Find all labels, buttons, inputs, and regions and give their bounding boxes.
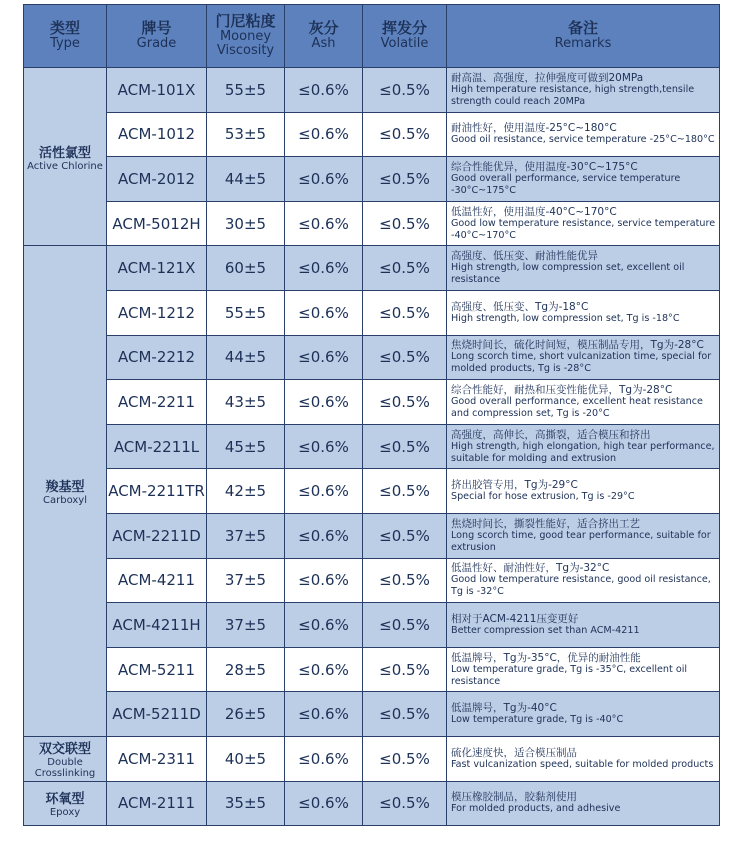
volatile-cell: ≤0.5% <box>363 246 447 291</box>
remark-cell <box>447 201 720 246</box>
remark-en: Long scorch time, good tear performance, suitable for extrusion <box>451 529 711 553</box>
volatile-cell: ≤0.5% <box>363 112 447 157</box>
ash-cell: ≤0.6% <box>285 246 363 291</box>
remark-zh: 高强度，高伸长，高撕裂，适合模压和挤出 <box>451 428 651 441</box>
ash-cell: ≤0.6% <box>285 201 363 246</box>
remark-zh: 耐高温、高强度，拉伸强度可做到20MPa <box>451 71 644 84</box>
ash-cell: ≤0.6% <box>285 781 363 826</box>
volatile-cell: ≤0.5% <box>363 736 447 781</box>
ash-cell: ≤0.6% <box>285 603 363 648</box>
grade-cell: ACM-4211 <box>107 558 207 603</box>
remark-cell <box>447 157 720 202</box>
remark-cell <box>447 424 720 469</box>
ash-cell: ≤0.6% <box>285 647 363 692</box>
table-row <box>24 469 720 514</box>
mooney-cell: 44±5 <box>207 335 285 380</box>
remark-cell <box>447 469 720 514</box>
ash-cell: ≤0.6% <box>285 692 363 737</box>
grade-cell: ACM-101X <box>107 68 207 113</box>
remark-cell <box>447 68 720 113</box>
volatile-cell: ≤0.5% <box>363 335 447 380</box>
remark-en: High strength, high elongation, high tear performance, suitable for molding and extrusion <box>451 440 715 464</box>
table-row <box>24 558 720 603</box>
remark-cell <box>447 692 720 737</box>
ash-cell: ≤0.6% <box>285 335 363 380</box>
type-cell <box>24 68 107 246</box>
grade-cell: ACM-2212 <box>107 335 207 380</box>
mooney-cell: 53±5 <box>207 112 285 157</box>
header-volatile <box>363 5 447 68</box>
volatile-cell: ≤0.5% <box>363 647 447 692</box>
table-row <box>24 736 720 781</box>
remark-en: High strength, low compression set, Tg is -18°C <box>451 312 680 324</box>
remark-zh: 模压橡胶制品，胶黏剂使用 <box>451 791 577 804</box>
table-row <box>24 68 720 113</box>
remark-zh: 高强度、低压变、Tg为-18°C <box>451 300 589 313</box>
grade-cell: ACM-121X <box>107 246 207 291</box>
remark-cell <box>447 736 720 781</box>
volatile-cell: ≤0.5% <box>363 201 447 246</box>
header-mooney <box>207 5 285 68</box>
remark-cell <box>447 781 720 826</box>
type-zh: 环氧型 <box>45 792 85 808</box>
remark-cell <box>447 290 720 335</box>
remark-zh: 高强度、低压变、耐油性能优异 <box>451 250 598 263</box>
remark-zh: 焦烧时间长，撕裂性能好，适合挤出工艺 <box>451 517 640 530</box>
remark-cell <box>447 246 720 291</box>
header-mooney-en1: Mooney <box>219 29 272 45</box>
mooney-cell: 45±5 <box>207 424 285 469</box>
type-en: Active Chlorine <box>27 160 103 172</box>
volatile-cell: ≤0.5% <box>363 603 447 648</box>
table-row <box>24 647 720 692</box>
remark-zh: 低温性好，使用温度-40°C~170°C <box>451 205 617 218</box>
remark-cell <box>447 603 720 648</box>
header-type-en: Type <box>50 36 80 52</box>
remark-zh: 焦烧时间长，硫化时间短，模压制品专用，Tg为-28°C <box>451 339 704 352</box>
table-row <box>24 246 720 291</box>
volatile-cell: ≤0.5% <box>363 469 447 514</box>
remark-cell <box>447 335 720 380</box>
mooney-cell: 37±5 <box>207 558 285 603</box>
grade-cell: ACM-2211D <box>107 513 207 558</box>
mooney-cell: 44±5 <box>207 157 285 202</box>
header-grade-zh: 牌号 <box>141 19 172 38</box>
remark-en: Low temperature grade, Tg is -35°C, excellent oil resistance <box>451 663 688 687</box>
header-row <box>24 5 720 68</box>
mooney-cell: 55±5 <box>207 290 285 335</box>
remark-zh: 低温牌号，Tg为-35°C，优异的耐油性能 <box>451 651 641 664</box>
volatile-cell: ≤0.5% <box>363 424 447 469</box>
ash-cell: ≤0.6% <box>285 424 363 469</box>
header-remarks-zh: 备注 <box>567 19 598 38</box>
remark-cell <box>447 558 720 603</box>
header-ash-zh: 灰分 <box>308 19 339 38</box>
ash-cell: ≤0.6% <box>285 68 363 113</box>
header-ash <box>285 5 363 68</box>
header-remarks <box>447 5 720 68</box>
volatile-cell: ≤0.5% <box>363 290 447 335</box>
grade-cell: ACM-5211 <box>107 647 207 692</box>
remark-en: Good low temperature resistance, service temperature -40°C~170°C <box>451 217 716 241</box>
grade-cell: ACM-5211D <box>107 692 207 737</box>
volatile-cell: ≤0.5% <box>363 380 447 425</box>
grade-cell: ACM-2211L <box>107 424 207 469</box>
type-cell <box>24 736 107 781</box>
grade-table <box>23 4 720 826</box>
mooney-cell: 60±5 <box>207 246 285 291</box>
remark-cell <box>447 380 720 425</box>
header-type-zh: 类型 <box>49 19 80 38</box>
mooney-cell: 42±5 <box>207 469 285 514</box>
grade-cell: ACM-5012H <box>107 201 207 246</box>
mooney-cell: 43±5 <box>207 380 285 425</box>
ash-cell: ≤0.6% <box>285 290 363 335</box>
ash-cell: ≤0.6% <box>285 157 363 202</box>
ash-cell: ≤0.6% <box>285 380 363 425</box>
remark-zh: 挤出胶管专用，Tg为-29°C <box>451 479 578 492</box>
table-row <box>24 603 720 648</box>
header-mooney-zh: 门尼粘度 <box>215 12 276 31</box>
grade-cell: ACM-1012 <box>107 112 207 157</box>
header-remarks-en: Remarks <box>554 36 612 52</box>
table-row <box>24 157 720 202</box>
table-row <box>24 692 720 737</box>
grade-cell: ACM-2211TR <box>107 469 207 514</box>
table-body <box>24 68 720 826</box>
table-row <box>24 781 720 826</box>
mooney-cell: 37±5 <box>207 513 285 558</box>
volatile-cell: ≤0.5% <box>363 692 447 737</box>
remark-en: Good low temperature resistance, good oil resistance, Tg is -32°C <box>451 574 711 598</box>
remark-en: Special for hose extrusion, Tg is -29°C <box>451 491 635 503</box>
ash-cell: ≤0.6% <box>285 469 363 514</box>
header-grade <box>107 5 207 68</box>
type-zh: 羧基型 <box>45 480 85 496</box>
type-zh: 双交联型 <box>38 742 91 758</box>
table-row <box>24 290 720 335</box>
remark-zh: 耐油性好，使用温度-25°C~180°C <box>451 122 617 135</box>
table-row <box>24 513 720 558</box>
type-cell <box>24 246 107 737</box>
header-volatile-en: Volatile <box>380 36 429 52</box>
remark-zh: 硫化速度快，适合模压制品 <box>451 746 577 759</box>
type-zh: 活性氯型 <box>38 145 91 161</box>
mooney-cell: 40±5 <box>207 736 285 781</box>
remark-cell <box>447 112 720 157</box>
remark-en: Good overall performance, service temperature -30°C~175°C <box>451 172 681 196</box>
remark-cell <box>447 647 720 692</box>
table-row <box>24 380 720 425</box>
remark-en: Good overall performance, excellent heat resistance and compression set, Tg is -20°C <box>451 395 703 419</box>
header-type <box>24 5 107 68</box>
ash-cell: ≤0.6% <box>285 558 363 603</box>
mooney-cell: 37±5 <box>207 603 285 648</box>
remark-en: For molded products, and adhesive <box>451 803 621 815</box>
type-en: Carboxyl <box>43 495 87 507</box>
grade-cell: ACM-4211H <box>107 603 207 648</box>
grade-cell: ACM-2211 <box>107 380 207 425</box>
grade-cell: ACM-2111 <box>107 781 207 826</box>
volatile-cell: ≤0.5% <box>363 68 447 113</box>
header-ash-en: Ash <box>311 36 336 52</box>
header-mooney-en2: Viscosity <box>216 42 275 58</box>
grade-cell: ACM-2311 <box>107 736 207 781</box>
remark-zh: 综合性能优异，使用温度-30°C~175°C <box>451 160 638 173</box>
table-row <box>24 201 720 246</box>
remark-en: Better compression set than ACM-4211 <box>451 624 640 636</box>
grade-cell: ACM-1212 <box>107 290 207 335</box>
remark-zh: 低温性好、耐油性好，Tg为-32°C <box>451 562 610 575</box>
type-en: Double Crosslinking <box>34 757 96 780</box>
remark-zh: 相对于ACM-4211压变更好 <box>451 612 579 625</box>
remark-en: Fast vulcanization speed, suitable for molded products <box>451 758 714 770</box>
table-row <box>24 335 720 380</box>
remark-zh: 综合性能好，耐热和压变性能优异，Tg为-28°C <box>451 383 673 396</box>
remark-en: Good oil resistance, service temperature -25°C~180°C <box>451 134 715 146</box>
ash-cell: ≤0.6% <box>285 736 363 781</box>
type-cell <box>24 781 107 826</box>
remark-cell <box>447 513 720 558</box>
volatile-cell: ≤0.5% <box>363 513 447 558</box>
remark-en: Long scorch time, short vulcanization time, special for molded products, Tg is -28°C <box>451 351 712 375</box>
volatile-cell: ≤0.5% <box>363 157 447 202</box>
header-grade-en: Grade <box>136 36 177 52</box>
ash-cell: ≤0.6% <box>285 112 363 157</box>
volatile-cell: ≤0.5% <box>363 558 447 603</box>
header-volatile-zh: 挥发分 <box>381 19 427 38</box>
grade-cell: ACM-2012 <box>107 157 207 202</box>
mooney-cell: 26±5 <box>207 692 285 737</box>
mooney-cell: 28±5 <box>207 647 285 692</box>
remark-en: High temperature resistance, high strength,tensile strength could reach 20MPa <box>451 83 695 107</box>
ash-cell: ≤0.6% <box>285 513 363 558</box>
remark-en: High strength, low compression set, excellent oil resistance <box>451 262 685 286</box>
remark-en: Low temperature grade, Tg is -40°C <box>451 714 624 726</box>
volatile-cell: ≤0.5% <box>363 781 447 826</box>
table-row <box>24 112 720 157</box>
table-row <box>24 424 720 469</box>
type-en: Epoxy <box>49 807 81 819</box>
remark-zh: 低温牌号，Tg为-40°C <box>451 702 557 715</box>
mooney-cell: 30±5 <box>207 201 285 246</box>
mooney-cell: 35±5 <box>207 781 285 826</box>
mooney-cell: 55±5 <box>207 68 285 113</box>
